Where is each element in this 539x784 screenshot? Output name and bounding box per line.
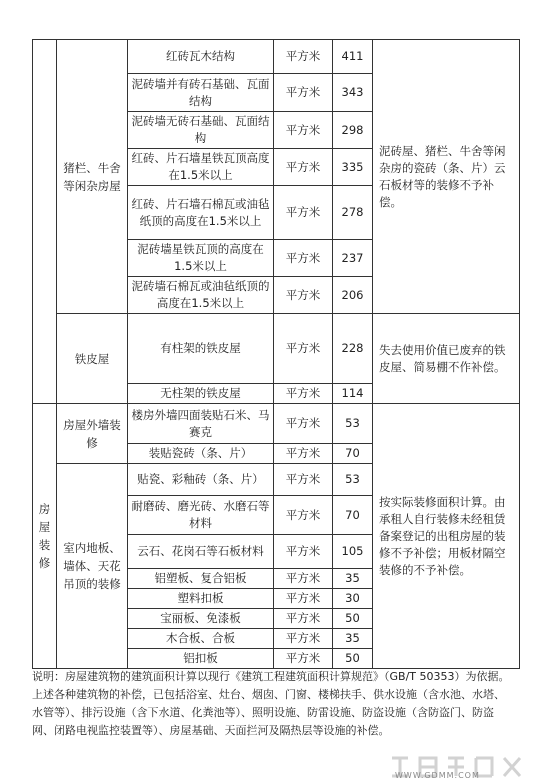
price-cell: 298 xyxy=(333,112,373,149)
unit-cell: 平方米 xyxy=(274,609,333,629)
unit-cell: 平方米 xyxy=(274,629,333,649)
subcategory-cell: 房屋外墙装修 xyxy=(57,404,128,464)
price-cell: 335 xyxy=(333,149,373,186)
compensation-table xyxy=(32,39,520,669)
item-cell: 楼房外墙四面装贴石米、马赛克 xyxy=(128,404,274,444)
item-cell: 泥砖墙并有砖石基础、瓦面结构 xyxy=(128,74,274,112)
item-cell: 红砖、片石墙星铁瓦顶高度在1.5米以上 xyxy=(128,149,274,186)
category-cell: 房屋装修 xyxy=(33,404,57,669)
remark-cell: 失去使用价值已废弃的铁皮屋、简易棚不作补偿。 xyxy=(373,314,520,404)
price-cell: 53 xyxy=(333,464,373,496)
unit-cell: 平方米 xyxy=(274,112,333,149)
item-cell: 泥砖墙星铁瓦顶的高度在1.5米以上 xyxy=(128,240,274,277)
item-cell: 云石、花岗石等石板材料 xyxy=(128,535,274,569)
unit-cell: 平方米 xyxy=(274,277,333,314)
price-cell: 30 xyxy=(333,589,373,609)
remark-cell: 泥砖屋、猪栏、牛舍等闲杂房的瓷砖（条、片）云石板材等的装修不予补偿。 xyxy=(373,40,520,314)
item-cell: 装贴瓷砖（条、片） xyxy=(128,444,274,464)
price-cell: 228 xyxy=(333,314,373,384)
price-cell: 70 xyxy=(333,444,373,464)
price-cell: 411 xyxy=(333,40,373,74)
item-cell: 宝丽板、免漆板 xyxy=(128,609,274,629)
item-cell: 无柱架的铁皮屋 xyxy=(128,384,274,404)
unit-cell: 平方米 xyxy=(274,589,333,609)
price-cell: 343 xyxy=(333,74,373,112)
price-cell: 237 xyxy=(333,240,373,277)
item-cell: 铝塑板、复合铝板 xyxy=(128,569,274,589)
price-cell: 53 xyxy=(333,404,373,444)
price-cell: 105 xyxy=(333,535,373,569)
unit-cell: 平方米 xyxy=(274,40,333,74)
subcategory-cell: 猪栏、牛舍等闲杂房屋 xyxy=(57,40,128,314)
price-cell: 50 xyxy=(333,609,373,629)
unit-cell: 平方米 xyxy=(274,240,333,277)
price-cell: 114 xyxy=(333,384,373,404)
unit-cell: 平方米 xyxy=(274,404,333,444)
item-cell: 红砖瓦木结构 xyxy=(128,40,274,74)
unit-cell: 平方米 xyxy=(274,384,333,404)
subcategory-cell: 室内地板、墙体、天花吊顶的装修 xyxy=(57,464,128,669)
price-cell: 50 xyxy=(333,649,373,669)
price-cell: 206 xyxy=(333,277,373,314)
explanation-note: 说明：房屋建筑物的建筑面积计算以现行《建筑工程建筑面积计算规范》（GB/T 50353）为依据。上述各种建筑物的补偿，已包括浴室、灶台、烟囱、门窗、楼梯扶手、供水设施（含水池、水塔、水管等）、排污设施（含下水道、化粪池等）、照明设施、防雷设施、防盗设施（含防盗门、防盗网、闭路电视监控装置等）、房屋基础、天面拦河及隔热层等设施的补偿。 xyxy=(32,670,510,737)
item-cell: 塑料扣板 xyxy=(128,589,274,609)
price-cell: 35 xyxy=(333,569,373,589)
item-cell: 红砖、片石墙石棉瓦或油毡纸顶的高度在1.5米以上 xyxy=(128,186,274,240)
unit-cell: 平方米 xyxy=(274,649,333,669)
unit-cell: 平方米 xyxy=(274,74,333,112)
watermark-url: WWW.GDMM.COM xyxy=(395,771,480,780)
unit-cell: 平方米 xyxy=(274,535,333,569)
remark-cell: 按实际装修面积计算。由承租人自行装修未经租赁备案登记的出租房屋的装修不予补偿；用板材隔空装修的不予补偿。 xyxy=(373,404,520,669)
item-cell: 木合板、合板 xyxy=(128,629,274,649)
item-cell: 耐磨砖、磨光砖、水磨石等材料 xyxy=(128,496,274,535)
item-cell: 泥砖墙石棉瓦或油毡纸顶的高度在1.5米以上 xyxy=(128,277,274,314)
price-cell: 70 xyxy=(333,496,373,535)
item-cell: 铝扣板 xyxy=(128,649,274,669)
category-cell xyxy=(33,40,57,404)
table-row xyxy=(33,314,520,384)
unit-cell: 平方米 xyxy=(274,186,333,240)
unit-cell: 平方米 xyxy=(274,314,333,384)
price-cell: 35 xyxy=(333,629,373,649)
table-row xyxy=(33,404,520,444)
unit-cell: 平方米 xyxy=(274,569,333,589)
table-row xyxy=(33,40,520,74)
subcategory-cell: 铁皮屋 xyxy=(57,314,128,404)
item-cell: 贴瓷、彩釉砖（条、片） xyxy=(128,464,274,496)
unit-cell: 平方米 xyxy=(274,464,333,496)
price-cell: 278 xyxy=(333,186,373,240)
item-cell: 有柱架的铁皮屋 xyxy=(128,314,274,384)
unit-cell: 平方米 xyxy=(274,444,333,464)
compensation-table-wrapper xyxy=(32,39,519,669)
item-cell: 泥砖墙无砖石基础、瓦面结构 xyxy=(128,112,274,149)
unit-cell: 平方米 xyxy=(274,149,333,186)
unit-cell: 平方米 xyxy=(274,496,333,535)
